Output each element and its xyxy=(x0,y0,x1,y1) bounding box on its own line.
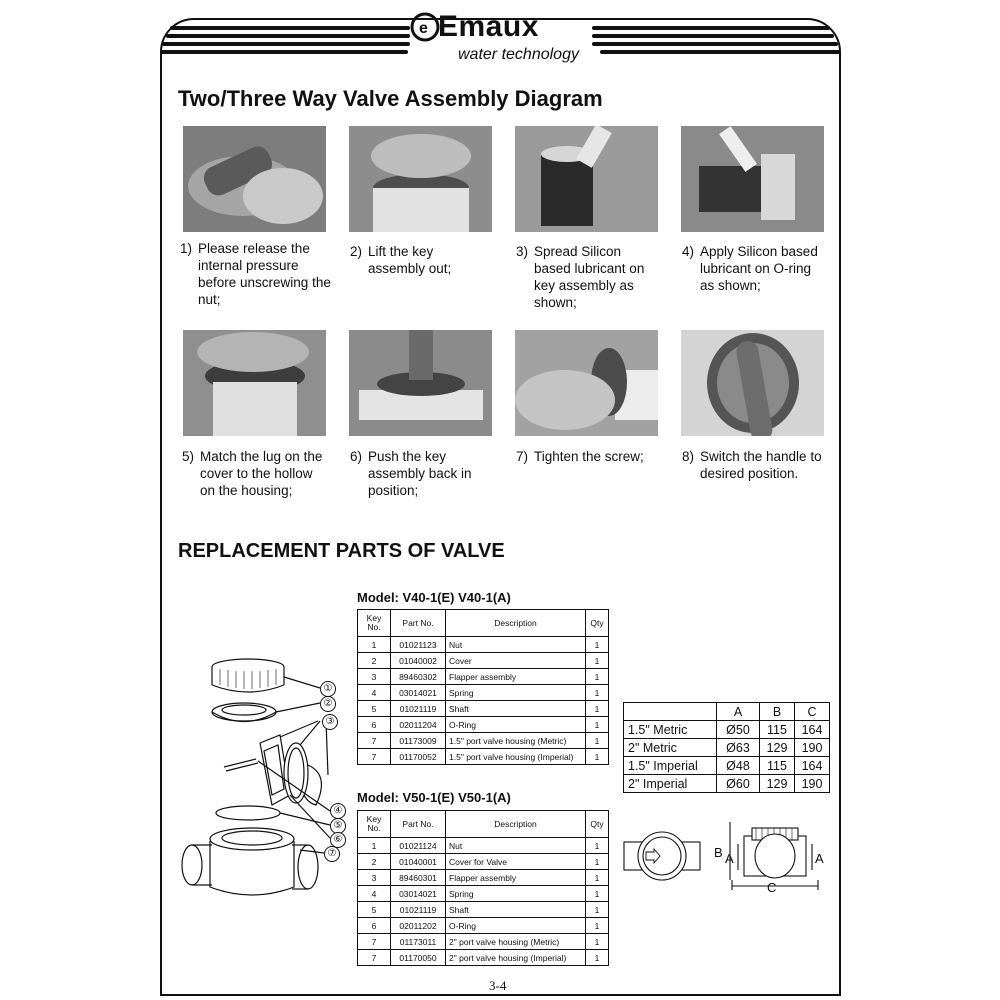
model-v40-title: Model: V40-1(E) V40-1(A) xyxy=(357,590,511,605)
step-3-text: 3) Spread Silicon based lubricant on key assembly as shown; xyxy=(516,244,645,310)
step-5-photo xyxy=(183,330,326,436)
table-row: 5 01021119 Shaft 1 xyxy=(358,902,609,918)
step-4-photo xyxy=(681,126,824,232)
col-key: Key No. xyxy=(358,811,391,838)
col-qty: Qty xyxy=(586,610,609,637)
dims-col-a: A xyxy=(717,703,760,721)
callout-4: ④ xyxy=(330,803,346,819)
parts-heading: REPLACEMENT PARTS OF VALVE xyxy=(178,540,505,562)
step-7-text: 7) Tighten the screw; xyxy=(516,449,644,464)
table-row: 7 01173011 2" port valve housing (Metric) 1 xyxy=(358,934,609,950)
dim-label-a-right: A xyxy=(815,851,824,866)
dim-label-c: C xyxy=(767,880,777,895)
table-row: 4 03014021 Spring 1 xyxy=(358,685,609,701)
step-3-photo xyxy=(515,126,658,232)
step-1-photo xyxy=(183,126,326,232)
table-row: 7 01170052 1.5" port valve housing (Imperial) 1 xyxy=(358,749,609,765)
step-5-text: 5) Match the lug on the cover to the hollow on the housing; xyxy=(182,449,323,498)
brand-name: Emaux xyxy=(438,10,539,43)
table-row: 5 01021119 Shaft 1 xyxy=(358,701,609,717)
step-2-text: 2) Lift the key assembly out; xyxy=(350,244,452,276)
step-8-text: 8) Switch the handle to desired position. xyxy=(682,449,822,481)
table-row: 4 03014021 Spring 1 xyxy=(358,886,609,902)
brand-logo xyxy=(410,4,600,68)
parts-table-v50 xyxy=(357,810,609,966)
col-part: Part No. xyxy=(391,610,446,637)
col-desc: Description xyxy=(446,811,586,838)
callout-1: ① xyxy=(320,681,336,697)
table-row: 2" Metric Ø63 129 190 xyxy=(624,739,830,757)
callout-5: ⑤ xyxy=(330,818,346,834)
step-1-text: 1) Please release the internal pressure before unscrewing the nut; xyxy=(180,241,331,307)
page-title: Two/Three Way Valve Assembly Diagram xyxy=(178,86,603,111)
step-2-photo xyxy=(349,126,492,232)
col-part: Part No. xyxy=(391,811,446,838)
dims-col-b: B xyxy=(760,703,795,721)
table-row: 1 01021124 Nut 1 xyxy=(358,838,609,854)
table-row: 2 01040001 Cover for Valve 1 xyxy=(358,854,609,870)
table-row: 1.5" Metric Ø50 115 164 xyxy=(624,721,830,739)
table-row: 6 02011202 O-Ring 1 xyxy=(358,918,609,934)
step-4-text: 4) Apply Silicon based lubricant on O-ring as shown; xyxy=(682,244,818,293)
step-6-photo xyxy=(349,330,492,436)
col-desc: Description xyxy=(446,610,586,637)
brand-tagline: water technology xyxy=(458,46,579,63)
table-row: 3 89460301 Flapper assembly 1 xyxy=(358,870,609,886)
table-row: 7 01170050 2" port valve housing (Imperial) 1 xyxy=(358,950,609,966)
step-7-photo xyxy=(515,330,658,436)
callout-6: ⑥ xyxy=(330,832,346,848)
dimensions-table xyxy=(623,702,830,793)
col-qty: Qty xyxy=(586,811,609,838)
emaux-logo-icon xyxy=(410,10,440,44)
dim-label-a-left: A xyxy=(725,851,734,866)
dims-corner xyxy=(624,703,717,721)
table-row: 1.5" Imperial Ø48 115 164 xyxy=(624,757,830,775)
callout-2: ② xyxy=(320,696,336,712)
table-row: 7 01173009 1.5" port valve housing (Metric) 1 xyxy=(358,733,609,749)
step-8-photo xyxy=(681,330,824,436)
model-v50-title: Model: V50-1(E) V50-1(A) xyxy=(357,790,511,805)
logo-letter: e xyxy=(419,20,428,37)
step-6-text: 6) Push the key assembly back in position; xyxy=(350,449,472,498)
parts-table-v40 xyxy=(357,609,609,765)
dims-col-c: C xyxy=(795,703,830,721)
table-row: 3 89460302 Flapper assembly 1 xyxy=(358,669,609,685)
dim-label-b: B xyxy=(714,845,723,860)
page-number: 3-4 xyxy=(489,978,507,993)
callout-7: ⑦ xyxy=(324,846,340,862)
table-row: 6 02011204 O-Ring 1 xyxy=(358,717,609,733)
table-row: 1 01021123 Nut 1 xyxy=(358,637,609,653)
table-row: 2" Imperial Ø60 129 190 xyxy=(624,775,830,793)
callout-3: ③ xyxy=(322,714,338,730)
table-row: 2 01040002 Cover 1 xyxy=(358,653,609,669)
col-key: Key No. xyxy=(358,610,391,637)
